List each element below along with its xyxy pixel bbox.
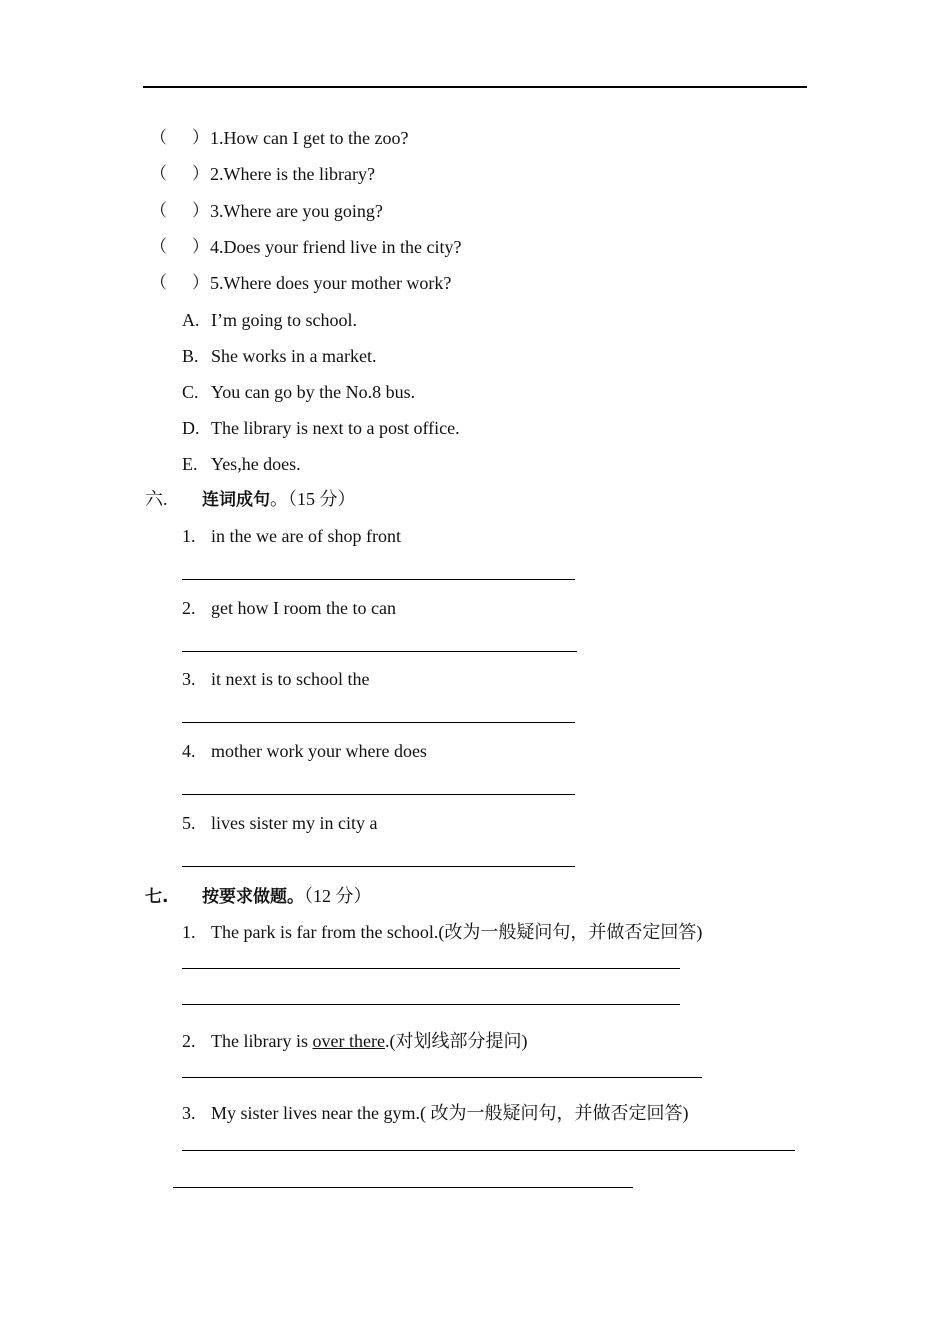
answer-option-a: [182, 309, 357, 331]
answer-paren-close: ）: [192, 201, 209, 220]
answer-paren-open: （: [150, 237, 167, 256]
reorder-item-1: [182, 525, 401, 547]
transform-item-1: [182, 921, 703, 943]
answer-line[interactable]: [182, 1004, 680, 1005]
instruction-text: .(对划线部分提问): [384, 1031, 528, 1051]
answer-paren-open: （: [150, 128, 167, 147]
question-text: 1.How can I get to the zoo?: [210, 128, 409, 148]
item-number: 5.: [182, 813, 196, 833]
item-instruction: [211, 1030, 527, 1052]
answer-paren-open: （: [150, 201, 167, 220]
item-number: 2.: [182, 1031, 196, 1051]
section-number: 六.: [145, 489, 168, 509]
section-title-group: [202, 885, 372, 908]
question-text: 2.Where is the library?: [210, 164, 375, 184]
option-letter: C.: [182, 382, 199, 402]
answer-option-c: [182, 381, 416, 403]
item-words: mother work your where does: [211, 741, 427, 761]
option-letter: A.: [182, 310, 200, 330]
item-number: 2.: [182, 598, 196, 618]
transform-item-2: [182, 1030, 528, 1052]
question-text: 4.Does your friend live in the city?: [210, 237, 462, 257]
answer-line[interactable]: [182, 1077, 702, 1078]
transform-item-3: [182, 1102, 689, 1124]
answer-paren-close: ）: [192, 128, 209, 147]
answer-line[interactable]: [182, 651, 577, 652]
reorder-item-4: [182, 740, 427, 762]
option-text: She works in a market.: [211, 346, 377, 366]
item-number: 1.: [182, 922, 196, 942]
instruction-text: The library is: [211, 1031, 313, 1051]
item-number: 4.: [182, 741, 196, 761]
item-instruction: My sister lives near the gym.( 改为一般疑问句，并做否定回答): [211, 1103, 689, 1123]
section-6-heading: [145, 488, 356, 510]
answer-line[interactable]: [182, 722, 575, 723]
item-words: it next is to school the: [211, 669, 370, 689]
option-letter: E.: [182, 454, 198, 474]
answer-paren-close: ）: [192, 237, 209, 256]
answer-line[interactable]: [182, 866, 575, 867]
answer-line[interactable]: [173, 1187, 633, 1188]
item-words: lives sister my in city a: [211, 813, 378, 833]
section-title: 按要求做题。: [202, 887, 304, 907]
question-text: 5.Where does your mother work?: [210, 273, 452, 293]
answer-paren-open: （: [150, 164, 167, 183]
item-number: 3.: [182, 669, 196, 689]
answer-line[interactable]: [182, 1150, 795, 1151]
question-text: 3.Where are you going?: [210, 201, 383, 221]
option-text: Yes,he does.: [211, 454, 301, 474]
item-words: in the we are of shop front: [211, 526, 401, 546]
answer-paren-close: ）: [192, 164, 209, 183]
option-text: The library is next to a post office.: [211, 418, 460, 438]
section-title-punct: 。: [270, 489, 288, 509]
answer-option-b: [182, 345, 377, 367]
section-title-group: [202, 488, 356, 511]
answer-option-e: [182, 453, 301, 475]
answer-paren-open: （: [150, 273, 167, 292]
answer-option-d: [182, 417, 460, 439]
item-number: 1.: [182, 526, 196, 546]
reorder-item-2: [182, 597, 396, 619]
section-title: 连词成句: [202, 490, 270, 510]
reorder-item-3: [182, 668, 370, 690]
answer-paren-close: ）: [192, 273, 209, 292]
answer-line[interactable]: [182, 579, 575, 580]
section-7-heading: [145, 885, 372, 908]
option-text: You can go by the No.8 bus.: [211, 382, 416, 402]
section-score: （15 分）: [288, 489, 356, 509]
header-rule: [143, 86, 807, 88]
item-instruction: The park is far from the school.(改为一般疑问句，并做否定回答): [211, 922, 703, 942]
section-score: （12 分）: [304, 886, 372, 906]
item-number: 3.: [182, 1103, 196, 1123]
section-number: 七.: [145, 887, 169, 907]
answer-line[interactable]: [182, 794, 575, 795]
option-text: I’m going to school.: [211, 310, 357, 330]
item-words: get how I room the to can: [211, 598, 396, 618]
answer-line[interactable]: [182, 968, 680, 969]
reorder-item-5: [182, 812, 378, 834]
underlined-phrase: over there: [312, 1031, 385, 1051]
option-letter: D.: [182, 418, 200, 438]
option-letter: B.: [182, 346, 199, 366]
